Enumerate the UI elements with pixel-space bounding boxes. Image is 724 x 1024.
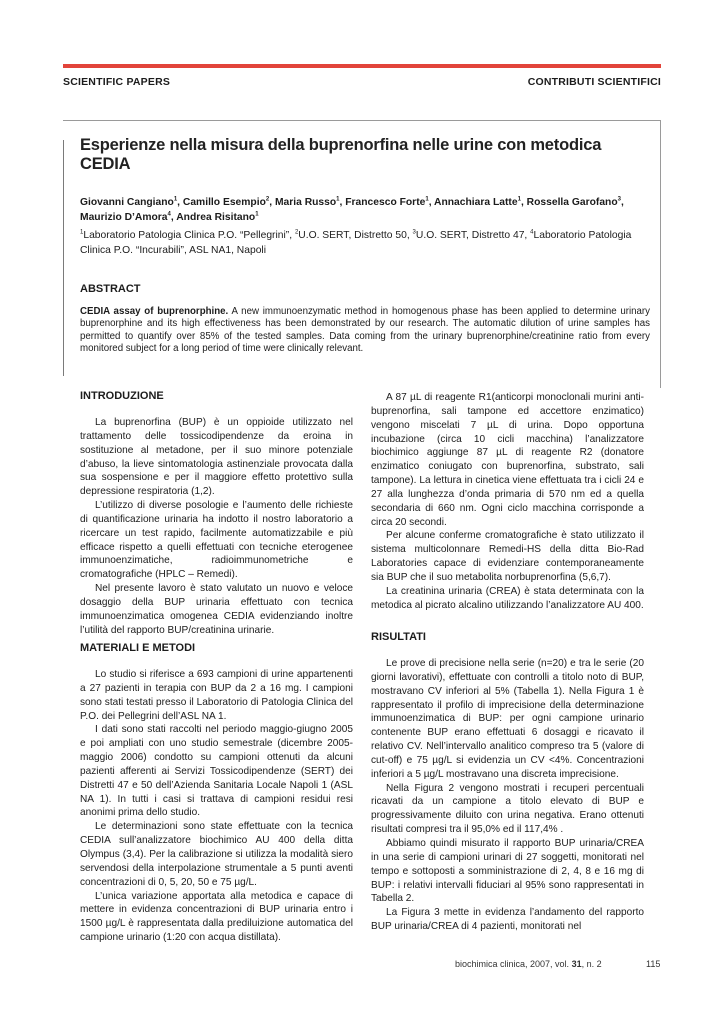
paragraph: L’unica variazione apportata alla metodica e capace di mettere in evidenza concentrazioni di BUP urinaria entro i 1500 µg/L è rappresentata dalla prediluizione automatica del campione urinario (1:20 con acqua distillata). bbox=[80, 890, 353, 944]
paragraph: Le prove di precisione nella serie (n=20) e tra le serie (20 giorni lavorativi), effettuate con controlli a titolo noto di BUP, mostravano CV inferiori al 5% (Tabella 1). Nella Figura 1 è rappresentato il profilo di imprecisione della determinazione immunoenzimatica di BUP: per ogni campione urinario contenente BUP erano effettuati 6 dosaggi e ricavato il relativo CV. Nell’intervallo analitico compreso tra 5 (valore di cut-off) e 75 µg/L si evidenzia un CV <4%. Concentrazioni inferiori a 5 µg/L mostravano una discreta imprecisione. bbox=[371, 658, 644, 780]
header-rule bbox=[63, 120, 661, 121]
paragraph: La creatinina urinaria (CREA) è stata determinata con la metodica al picrato alcalino utilizzando l’analizzatore AU 400. bbox=[371, 585, 644, 611]
paragraph: Nel presente lavoro è stato valutato un nuovo e veloce dosaggio della BUP urinaria effettuato con tecnica immunoenzimatica omogenea CEDIA evidenziando inoltre l’utilità del rapporto BUP/creatinina urinarie. bbox=[80, 583, 353, 636]
journal-citation: biochimica clinica, 2007, vol. 31, n. 2 bbox=[455, 959, 602, 969]
abstract-lead: CEDIA assay of buprenorphine. bbox=[80, 306, 229, 317]
methods-heading: MATERIALI E METODI bbox=[80, 642, 196, 654]
paragraph: Lo studio si riferisce a 693 campioni di urine appartenenti a 27 pazienti in terapia con BUP da 2 a 16 mg. I campioni sono stati testati presso il Laboratorio di Patologia Clinica del P.O. dei Pellegrini dell’ASL NA 1. bbox=[80, 669, 353, 722]
intro-text bbox=[80, 416, 353, 638]
paragraph: Abbiamo quindi misurato il rapporto BUP urinaria/CREA in una serie di campioni urinari di 27 soggetti, monitorati nel tempo e sottoposti a somministrazione di 2, 4, 8 e 16 mg di BUP: i relativi intervalli fiduciari al 95% sono rappresentati in Tabella 2. bbox=[371, 837, 644, 905]
affiliations: $^1$Laboratorio Patologia Clinica P.O. “Pellegrini”, $^2$U.O. SERT, Distretto 50, $^3$U.O. SERT, Distretto 47, $^4$Laboratorio Patologia Clinica P.O. “Incurabili”, ASL NA1, Napoli bbox=[80, 229, 632, 256]
paragraph: Per alcune conferme cromatografiche è stato utilizzato il sistema multicolonnare Remedi-HS della ditta Bio-Rad Laboratories capace di evidenziare contemporaneamente sia BUP che il suo metabolita norbuprenorfina (5,6,7). bbox=[371, 530, 644, 583]
results-text bbox=[371, 657, 644, 934]
methods-continued-text bbox=[371, 391, 644, 613]
header-accent-bar bbox=[63, 64, 661, 68]
paragraph: L’utilizzo di diverse posologie e l’aumento delle richieste di quantificazione urinaria ha indotto il nostro laboratorio a ricercare un test rapido, facilmente automatizzabile e più efficace rispetto a quelli effettuati con tecniche eterogenee immunoenzimatiche, radioimmunometriche e cromatografiche (HPLC – Remedi). bbox=[80, 500, 353, 581]
article-title: Esperienze nella misura della buprenorfina nelle urine con metodica CEDIA bbox=[80, 136, 602, 173]
section-label: SCIENTIFIC PAPERS bbox=[63, 76, 171, 88]
title-block-right-rule bbox=[660, 120, 661, 388]
paragraph: Nella Figura 2 vengono mostrati i recuperi percentuali ricavati da un campione a titolo elevato di BUP e progressivamente diluito con urina negativa. Erano ottenuti risultati compresi tra il 95,0% ed il 117,4% . bbox=[371, 782, 644, 836]
paragraph: La buprenorfina (BUP) è un oppioide utilizzato nel trattamento delle tossicodipendenze da eroina in sostituzione al metadone, per il suo minore potenziale d’abuso, la lieve sintomatologia astinenziale provocata dalla sua sospensione e per il maggiore effetto protettivo sulla depressione respiratoria (1,2). bbox=[80, 417, 353, 498]
abstract-heading: ABSTRACT bbox=[80, 283, 141, 295]
section-label-italian: CONTRIBUTI SCIENTIFICI bbox=[527, 76, 661, 88]
paragraph: Le determinazioni sono state effettuate con la tecnica CEDIA sull’analizzatore biochimico AU 400 della ditta Olympus (3,4). Per la calibrazione si utilizza la modalità siero servendosi della interpolazione strumentale a 5 punti aventi concentrazioni di 0, 5, 20, 50 e 75 µg/L. bbox=[80, 821, 353, 888]
results-heading: RISULTATI bbox=[371, 631, 426, 643]
author-list: Giovanni Cangiano$^1$, Camillo Esempio$^2$, Maria Russo$^1$, Francesco Forte$^1$, Annachiara Latte$^1$, Rossella Garofano$^3$, Maurizio D’Amora$^4$, Andrea Risitano$^1$ bbox=[80, 196, 624, 223]
title-block-left-rule bbox=[63, 140, 64, 376]
paragraph: A 87 µL di reagente R1(anticorpi monoclonali murini anti-buprenorfina, sali tampone ed accettore enzimatico) vengono miscelati 7 µL di urina. Dopo opportuna incubazione (circa 10 cicli macchina) l’analizzatore biochimico aggiunge 87 µL di reagente R2 (donatore enzimatico coniugato con buprenorfina, substrato, sali tampone). La lettura in cinetica viene effettuata tra i cicli 24 e 27 alla lunghezza d’onda primaria di 570 nm ed a quella secondaria di 660 nm. Ogni ciclo macchina corrisponde a circa 20 secondi. bbox=[371, 392, 644, 528]
paragraph: La Figura 3 mette in evidenza l’andamento del rapporto BUP urinaria/CREA di 4 pazienti, monitorati nel bbox=[371, 907, 644, 933]
intro-heading: INTRODUZIONE bbox=[80, 390, 164, 402]
paragraph: I dati sono stati raccolti nel periodo maggio-giugno 2005 e poi ampliati con uno studio semestrale (dicembre 2005-maggio 2006) condotto su campioni ottenuti da alcuni pazienti afferenti ai Servizi Tossicodipendenze (SERT) dei Distretti 47 e 50 dell’Azienda Sanitaria Locale Napoli 1 (ASL NA 1). In tutti i casi si trattava di campioni residui resi anonimi prima dello studio. bbox=[80, 724, 353, 819]
abstract-text: CEDIA assay of buprenorphine. A new immunoenzymatic method in homogenous phase has been applied to determine urinary buprenorphine and its high effectiveness has been demonstrated by our research. The automatic dilution of urine samples has permitted to quantify over 85% of the tested samples. Data coming from the urinary buprenorphine/creatinine ratio from every monitored subject for a long period of time were clinically relevant. bbox=[80, 306, 650, 355]
methods-text bbox=[80, 668, 353, 945]
page-number: 115 bbox=[646, 959, 661, 969]
